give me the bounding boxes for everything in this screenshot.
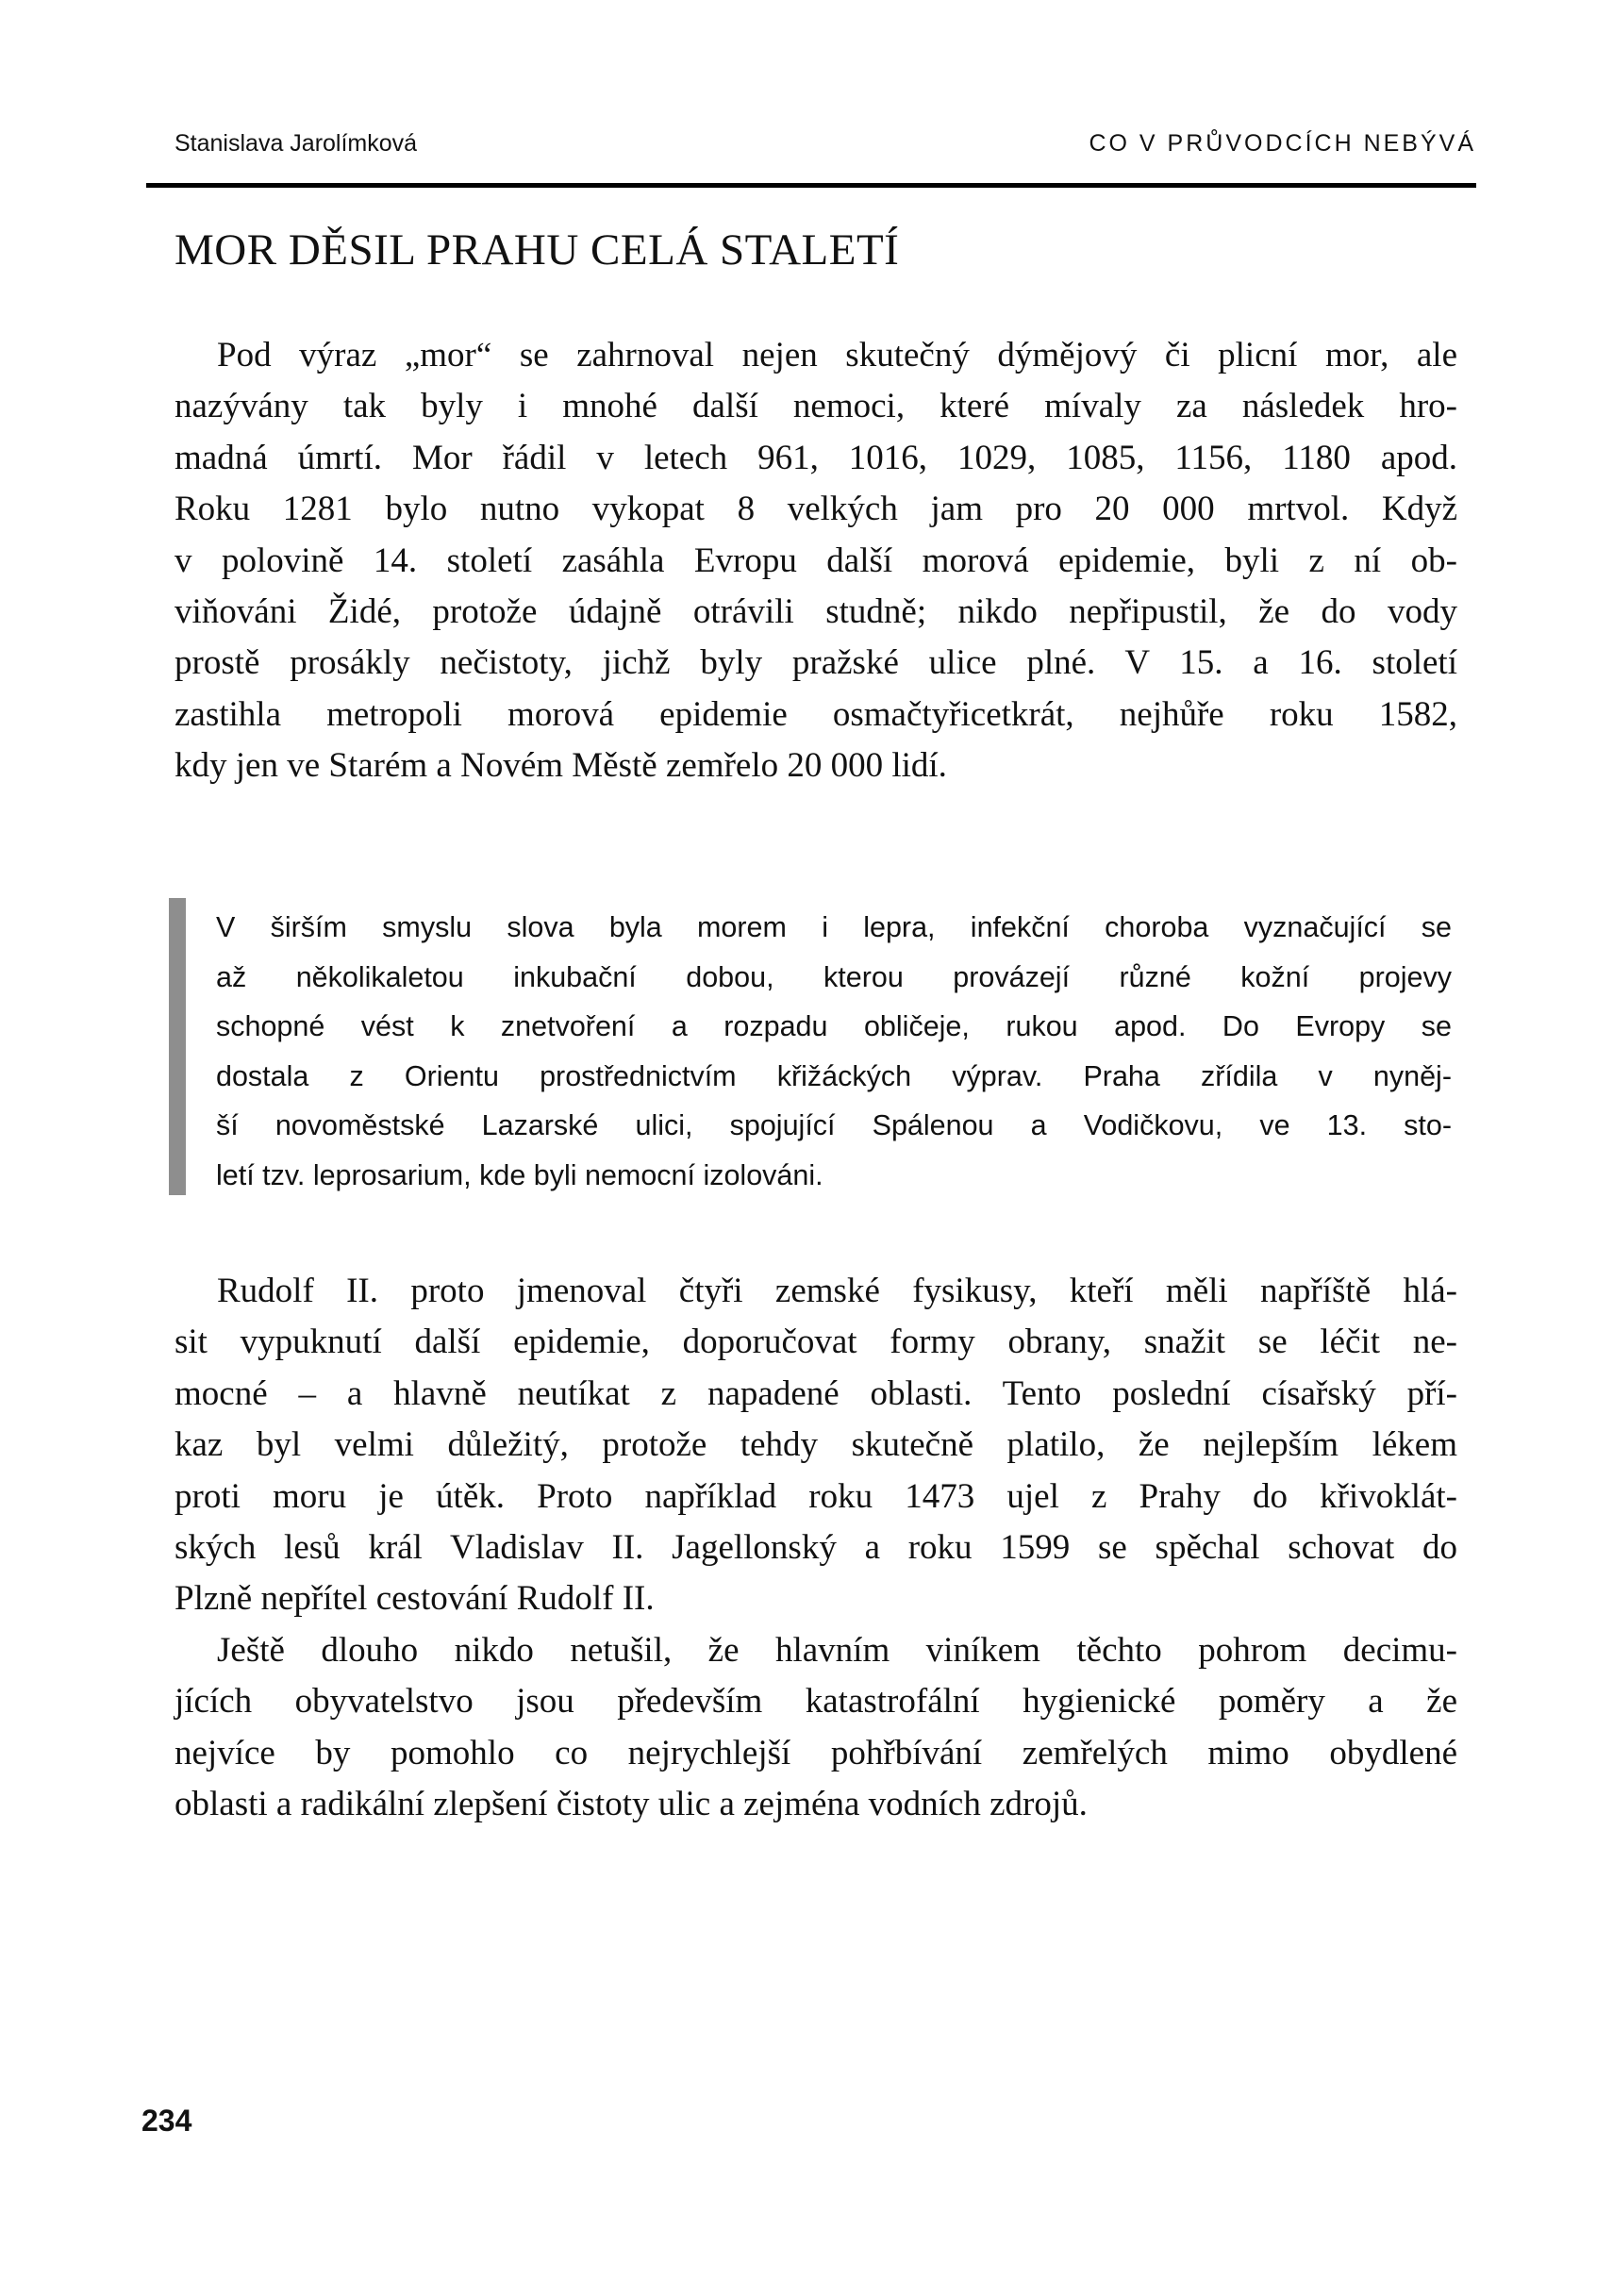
text-line: Plzně nepřítel cestování Rudolf II. xyxy=(175,1579,655,1619)
text-line: ší novoměstské Lazarské ulici, spojující Spálenou a Vodičkovu, ve 13. sto- xyxy=(216,1109,1452,1141)
text-line: zastihla metropoli morová epidemie osmačtyřicetkrát, nejhůře roku 1582, xyxy=(175,694,1457,734)
text-line: kaz byl velmi důležitý, protože tehdy skutečně platilo, že nejlepším lékem xyxy=(175,1425,1457,1465)
text-line: V širším smyslu slova byla morem i lepra, infekční choroba vyznačující se xyxy=(216,911,1452,943)
text-line: schopné vést k znetvoření a rozpadu obličeje, rukou apod. Do Evropy se xyxy=(216,1010,1452,1042)
text-line: sit vypuknutí další epidemie, doporučovat formy obrany, snažit se léčit ne- xyxy=(175,1323,1457,1362)
text-line: nazývány tak byly i mnohé další nemoci, které mívaly za následek hro- xyxy=(175,387,1457,426)
text-line: kdy jen ve Starém a Novém Městě zemřelo 20 000 lidí. xyxy=(175,746,947,786)
text-line: proti moru je útěk. Proto například roku 1473 ujel z Prahy do křivoklát- xyxy=(175,1476,1457,1516)
text-line: nejvíce by pomohlo co nejrychlejší pohřbívání zemřelých mimo obydlené xyxy=(175,1733,1457,1772)
text-line: Ještě dlouho nikdo netušil, že hlavním viníkem těchto pohrom decimu- xyxy=(217,1630,1457,1670)
text-line: Pod výraz „mor“ se zahrnoval nejen skutečný dýmějový či plicní mor, ale xyxy=(217,336,1457,374)
sidebar-note-box xyxy=(169,898,1457,1195)
text-line: Roku 1281 bylo nutno vykopat 8 velkých jam pro 20 000 mrtvol. Když xyxy=(175,490,1457,529)
text-line: viňováni Židé, protože údajně otrávili studně; nikdo nepřipustil, že do vody xyxy=(175,591,1457,631)
text-line: mocné – a hlavně neutíkat z napadené oblasti. Tento poslední císařský pří- xyxy=(175,1373,1457,1413)
text-line: madná úmrtí. Mor řádil v letech 961, 1016, 1029, 1085, 1156, 1180 apod. xyxy=(175,438,1457,477)
text-line: ských lesů král Vladislav II. Jagellonský a roku 1599 se spěchal schovat do xyxy=(175,1527,1457,1567)
text-line: v polovině 14. století zasáhla Evropu další morová epidemie, byli z ní ob- xyxy=(175,541,1457,580)
header-rule xyxy=(146,183,1476,188)
text-line: Rudolf II. proto jmenoval čtyři zemské fysikusy, kteří měli napříště hlá- xyxy=(217,1272,1457,1310)
page-number: 234 xyxy=(141,2104,192,2138)
paragraphs-2-3 xyxy=(175,1266,1457,1830)
sidebar-note-bar xyxy=(169,898,186,1195)
text-line: jících obyvatelstvo jsou především katastrofální hygienické poměry a že xyxy=(175,1682,1457,1722)
running-header-author: Stanislava Jarolímková xyxy=(175,130,418,157)
text-line: letí tzv. leprosarium, kde byli nemocní izolováni. xyxy=(216,1158,823,1191)
text-line: prostě prosákly nečistoty, jichž byly pražské ulice plné. V 15. a 16. století xyxy=(175,643,1457,683)
text-line: až několikaletou inkubační dobou, kterou provázejí různé kožní projevy xyxy=(216,960,1452,993)
sidebar-note-text xyxy=(216,903,1452,1200)
running-header-book-title: CO V PRŮVODCÍCH NEBÝVÁ xyxy=(1089,130,1476,157)
text-line: dostala z Orientu prostřednictvím křižáckých výprav. Praha zřídila v nyněj- xyxy=(216,1059,1452,1092)
text-line: oblasti a radikální zlepšení čistoty ulic a zejména vodních zdrojů. xyxy=(175,1784,1088,1823)
chapter-title: MOR DĚSIL PRAHU CELÁ STALETÍ xyxy=(175,225,900,275)
paragraph-1 xyxy=(175,330,1457,792)
